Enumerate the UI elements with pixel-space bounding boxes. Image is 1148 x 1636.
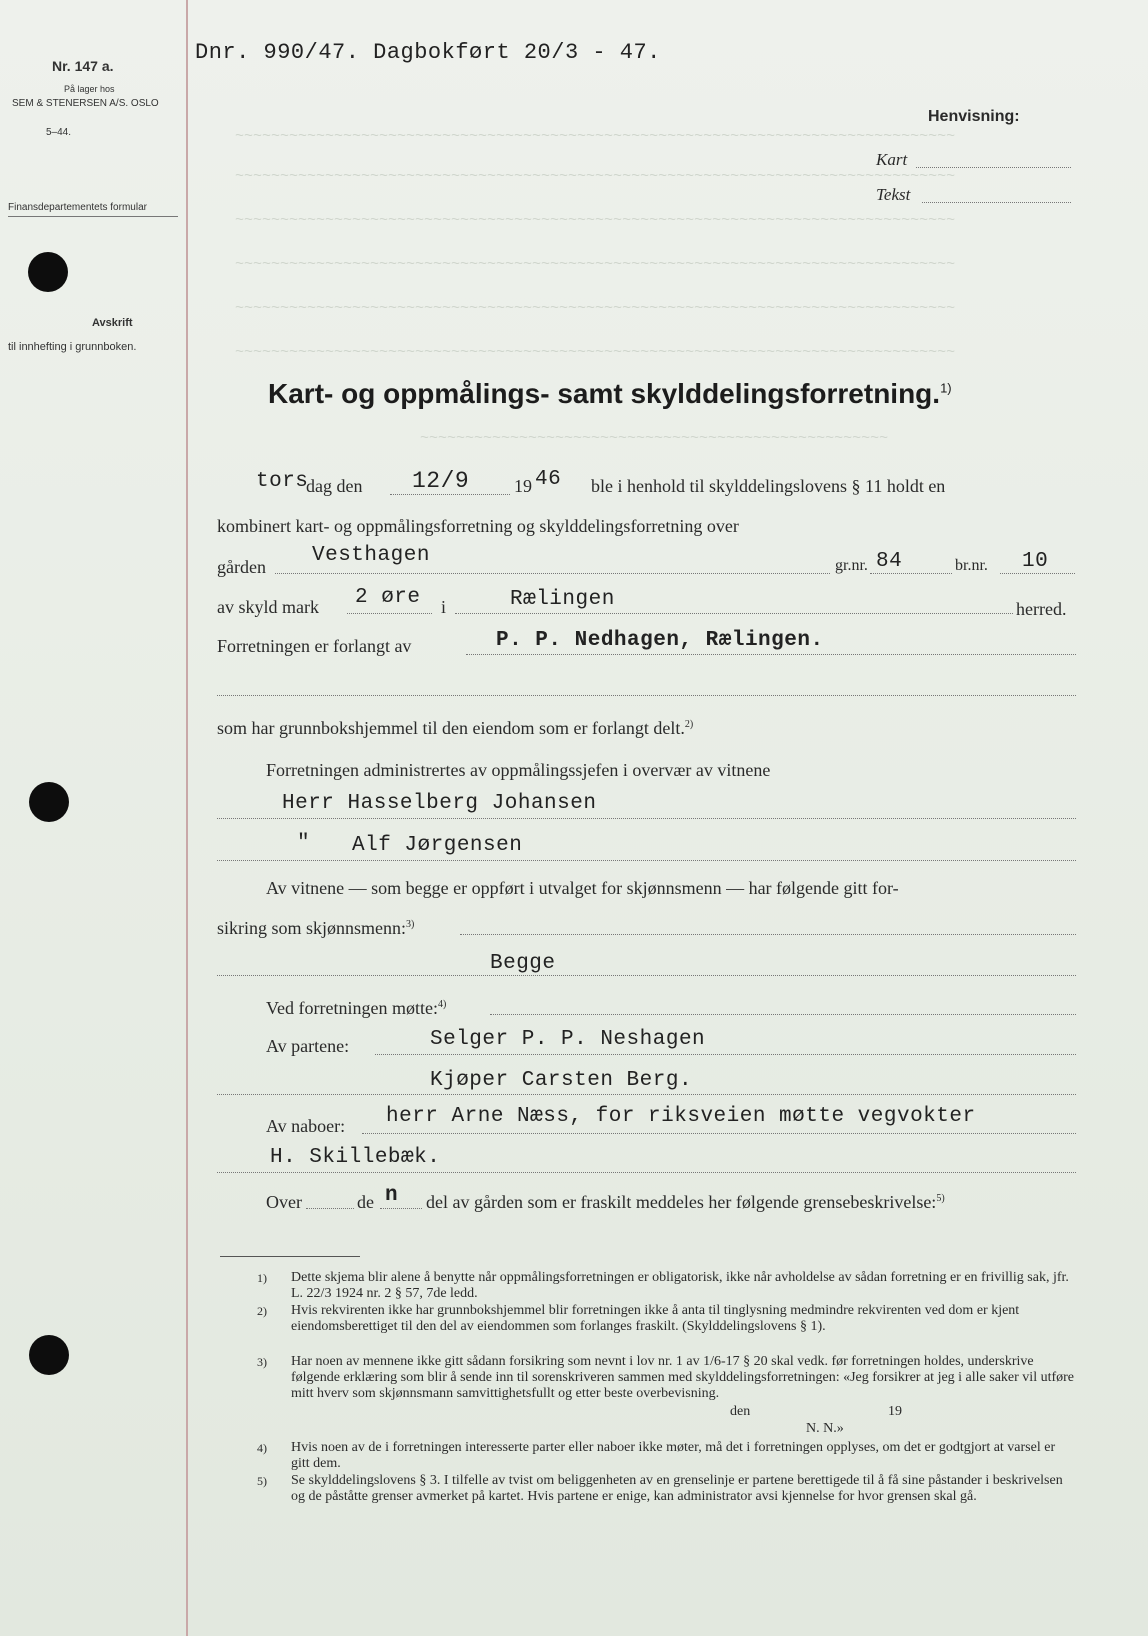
punch-hole-bottom bbox=[29, 1335, 69, 1375]
text-label: Tekst bbox=[876, 185, 911, 204]
over-note: 5) bbox=[936, 1193, 945, 1204]
grnr-value: 84 bbox=[876, 550, 903, 573]
date-value: 12/9 bbox=[412, 468, 470, 494]
footnote-3 bbox=[257, 1354, 1076, 1402]
document-page: ~~~~~~~~~~~~~~~~~~~~~~~~~~~~~~~~~~~~~~~~~~~~~~~~~~~~~~~~~~~~~~~~~~~~~~~~~~~~~~~~ ~~~~~~~~~~~~~~~~~~~~~~~~~~~~~~~~~~~~~~~~~~~~~~~~~~~~~~~~~~~~~~~~~~~~~~~~~~~~~~~~ ~~~~~~~~~~~~~~~~~~~~~~~~~~~~~~~~~~~~~~~~~~~~~~~~~~~~~~~~~~~~~~~~~~~~~~~~~~~~~~~~ ~~~~~~~~~~~~~~~~~~~~~~~~~~~~~~~~~~~~~~~~~~~~~~~~~~~~~~~~~~~~~~~~~~~~~~~~~~~~~~~~ ~~~~~~~~~~~~~~~~~~~~~~~~~~~~~~~~~~~~~~~~~~~~~~~~~~~~~~~~~~~~~~~~~~~~~~~~~~~~~~~~ ~~~~~~~~~~~~~~~~~~~~~~~~~~~~~~~~~~~~~~~~~~~~~~~~~~~~~~~~~~~~~~~~~~~~~~~~~~~~~~~~ ~~~~~~~~~~~~~~~~~~~~~~~~~~~~~~~~~~~~~~~~~~~~~~~~~~~~ Nr. 147 a. På lager hos SEM & STENERSEN A/S. OSLO 5–44. Finansdepartementets formular Avskrift til innhefting i grunnboken. Dnr. 990/47. Dagbokført 20/3 - 47. Henvisning: Kart Tekst Kart- og oppmålings- samt skylddelingsforretning.$^{1)}$ tors dag den 12/9 19 46 ble i henhold til skylddelingslovens § 11 holdt en kombinert kart- og oppmålingsforretning og skylddelingsforretning over gården Vesthagen gr.nr. 84 br.nr. 10 av skyld mark 2 øre i Rælingen herred. Forretningen er forlangt av P. P. Nedhagen, Rælingen. som har grunnbokshjemmel til den eiendom som er forlangt delt.$^{2)}$ Forretningen administrertes av oppmålingssjefen i overvær av vitnene Herr Hasselberg Johansen " Alf Jørgensen Av vitnene — som begge er oppført i utvalget for skjønnsmenn — har følgende gitt for- sikring som skjønnsmenn:$^{3)}$ Begge Ved forretningen møtte:$^{4)}$ Av partene: Selger P. P. Neshagen Kjøper Carsten Berg. Av naboer: herr Arne Næss, for riksveien møtte vegvokter H. Skillebæk. Over de n del av gården som er fraskilt meddeles her følgende grensebeskrivelse:$^{5)}$ 1) Dette skjema blir alene å benytte når oppmålingsforretningen er obligatorisk, ikke når avholdelse av sådan forretning er en frivillig sak, jfr. L. 22/3 1924 nr. 2 § 57, 7de ledd. 2) Hvis rekvirenten ikke har grunnbokshjemmel blir forretningen ikke å anta til tinglysning medmindre rekvirenten ved dom er kjent eiendomsberettiget til den del av eiendommen som forlanges fraskilt. (Skylddelingslovens § 1). 3) Har noen av mennene ikke gitt sådann forsikring som nevnt i lov nr. 1 av 1/6-17 § 20 skal vedk. før forretningen holdes, underskrive følgende erklæring som blir å sende inn til sorenskriveren sammen med skylddelingsforretningen: «Jeg forsikrer at jeg i alle saker vil utføre mitt hverv som skjønnsmann samvittighetsfullt og etter beste overbevisning. den 19 N. N.» 4) Hvis noen av de i forretningen interesserte parter eller naboer ikke møter, må det i forretningen opplyses, om det er godtgjort at varsel er gitt dem. 5) Se skylddelingslovens § 3. I tilfelle av tvist om beliggenheten av en grenselinje er partene berettigede til å få sine påstander i beskrivelsen og de påståtte grenser avmerket på kartet. Hvis partene er enige, kan administrator avsi kjennelse for hvor grensen skal gå. bbox=[0, 0, 1148, 1636]
farm-value: Vesthagen bbox=[312, 544, 430, 567]
form-number: Nr. 147 a. bbox=[52, 58, 114, 74]
over-de: de bbox=[357, 1192, 374, 1212]
footnote-5 bbox=[257, 1473, 1076, 1505]
form-title-text: Kart- og oppmålings- samt skylddelingsforretning. bbox=[268, 378, 941, 409]
publisher-line1: På lager hos bbox=[64, 84, 115, 94]
witness-line2 bbox=[217, 918, 414, 939]
in-label: i bbox=[441, 597, 447, 617]
footnote-5-text: Se skylddelingslovens § 3. I tilfelle av tvist om beliggenheten av en grenselinje er partene berettigede til å få sine påstander i beskrivelsen og de påståtte grenser avmerket på kartet. Hvis partene er enige, kan administrator avsi kjennelse for hvor grensen skal gå. bbox=[291, 1473, 1063, 1504]
department-underline bbox=[8, 216, 178, 217]
seller-value: Selger P. P. Neshagen bbox=[430, 1028, 706, 1051]
tax-label: av skyld mark bbox=[217, 597, 319, 617]
line1-text: ble i henhold til skylddelingslovens § 11 holdt en bbox=[591, 476, 946, 496]
line1-day-label: dag den bbox=[306, 476, 363, 496]
footnote-4-num: 4) bbox=[257, 1441, 267, 1455]
over-rest-text: del av gården som er fraskilt meddeles her følgende grensebeskrivelse: bbox=[426, 1192, 937, 1212]
over-label: Over bbox=[266, 1192, 302, 1212]
witness2-ditto: " bbox=[297, 832, 311, 855]
footnote-1-num: 1) bbox=[257, 1271, 267, 1285]
over-rest bbox=[426, 1192, 945, 1213]
footnote-1 bbox=[257, 1270, 1076, 1302]
year-prefix: 19 bbox=[514, 476, 532, 496]
footnote-5-num: 5) bbox=[257, 1474, 267, 1488]
footnote-3-initials: N. N.» bbox=[806, 1421, 844, 1436]
witness-answer: Begge bbox=[490, 952, 556, 975]
form-title-note: 1) bbox=[940, 380, 952, 396]
footnote-2-num: 2) bbox=[257, 1304, 267, 1318]
owner-note: 2) bbox=[684, 719, 694, 730]
attended-label-text: Ved forretningen møtte: bbox=[266, 998, 438, 1018]
form-title bbox=[268, 378, 952, 410]
reference-label: Henvisning: bbox=[928, 108, 1020, 125]
farm-label: gården bbox=[217, 557, 266, 577]
footnote-rule bbox=[220, 1256, 360, 1257]
witness2-value: Alf Jørgensen bbox=[352, 834, 523, 857]
buyer-value: Kjøper Carsten Berg. bbox=[430, 1069, 693, 1092]
date-code: 5–44. bbox=[46, 127, 72, 138]
neighbours-label: Av naboer: bbox=[266, 1116, 346, 1136]
witness-line1: Av vitnene — som begge er oppført i utvalget for skjønnsmenn — har følgende gitt for- bbox=[266, 878, 899, 898]
margin-line bbox=[186, 0, 188, 1636]
copy-note: til innhefting i grunnboken. bbox=[8, 341, 137, 353]
attended-note: 4) bbox=[437, 999, 447, 1010]
footnote-4 bbox=[257, 1440, 1076, 1472]
line2-text: kombinert kart- og oppmålingsforretning og skylddelingsforretning over bbox=[217, 516, 739, 536]
neighbours-value: herr Arne Næss, for riksveien møtte vegvokter bbox=[386, 1105, 976, 1128]
registration-stamp: Dnr. 990/47. Dagbokført 20/3 - 47. bbox=[195, 40, 661, 65]
footnote-2-text: Hvis rekvirenten ikke har grunnbokshjemmel blir forretningen ikke å anta til tinglysning medmindre rekvirenten ved dom er kjent eiendomsberettiget til den del av eiendommen som forlanges fraskilt. (Skylddelingslovens § 1). bbox=[291, 1303, 1020, 1334]
district-suffix: herred. bbox=[1016, 599, 1067, 619]
district-value: Rælingen bbox=[510, 588, 615, 611]
over-n: n bbox=[385, 1184, 399, 1207]
footnote-3-text: Har noen av mennene ikke gitt sådann forsikring som nevnt i lov nr. 1 av 1/6-17 § 20 skal vedk. før forretningen holdes, underskrive følgende erklæring som blir å sende inn til sorenskriveren sammen med skylddelingsforretningen: «Jeg forsikrer at jeg i alle saker vil utføre mitt hverv som skjønnsmann samvittighetsfullt og etter beste overbevisning. bbox=[291, 1354, 1075, 1401]
footnote-1-text: Dette skjema blir alene å benytte når oppmålingsforretningen er obligatorisk, ikke når avholdelse av sådan forretning er en frivillig sak, jfr. L. 22/3 1924 nr. 2 § 57, 7de ledd. bbox=[291, 1270, 1069, 1301]
department-label: Finansdepartementets formular bbox=[8, 202, 147, 213]
admin-line: Forretningen administrertes av oppmålingssjefen i overvær av vitnene bbox=[266, 760, 771, 780]
punch-hole-top bbox=[28, 252, 68, 292]
tax-value: 2 øre bbox=[355, 586, 421, 609]
punch-hole-middle bbox=[29, 782, 69, 822]
year-value: 46 bbox=[535, 468, 562, 491]
attended-label bbox=[266, 998, 446, 1019]
witness-line2-text: sikring som skjønnsmenn: bbox=[217, 918, 407, 938]
footnote-3-den: den bbox=[730, 1404, 751, 1419]
footnote-3-year: 19 bbox=[888, 1404, 902, 1419]
grnr-label: gr.nr. bbox=[835, 557, 868, 574]
requested-label: Forretningen er forlangt av bbox=[217, 636, 412, 656]
weekday-value: tors bbox=[256, 470, 309, 493]
publisher-line2: SEM & STENERSEN A/S. OSLO bbox=[12, 98, 159, 109]
brnr-label: br.nr. bbox=[955, 557, 988, 574]
requested-value: P. P. Nedhagen, Rælingen. bbox=[496, 629, 824, 652]
brnr-value: 10 bbox=[1022, 550, 1049, 573]
footnote-4-text: Hvis noen av de i forretningen interesserte parter eller naboer ikke møter, må det i forretningen opplyses, om det er godtgjort at varsel er gitt dem. bbox=[291, 1440, 1056, 1471]
witness1-value: Herr Hasselberg Johansen bbox=[282, 792, 597, 815]
witness-note: 3) bbox=[406, 919, 415, 930]
owner-line bbox=[217, 718, 693, 739]
map-label: Kart bbox=[876, 150, 908, 169]
copy-title: Avskrift bbox=[92, 317, 133, 329]
footnote-2 bbox=[257, 1303, 1076, 1335]
parties-label: Av partene: bbox=[266, 1036, 350, 1056]
neighbours-value2: H. Skillebæk. bbox=[270, 1146, 441, 1169]
owner-line-text: som har grunnbokshjemmel til den eiendom som er forlangt delt. bbox=[217, 718, 685, 738]
footnote-3-num: 3) bbox=[257, 1355, 267, 1369]
